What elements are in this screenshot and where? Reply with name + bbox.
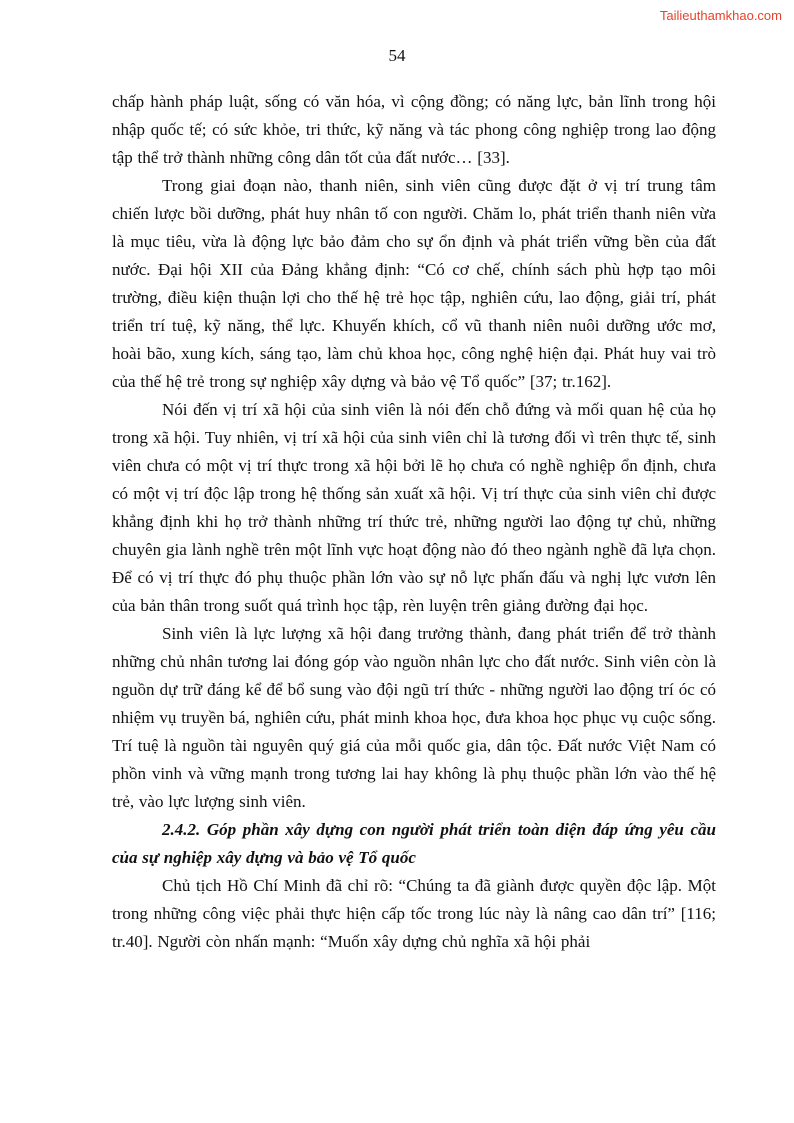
paragraph: Chủ tịch Hồ Chí Minh đã chỉ rõ: “Chúng ta đã giành được quyền độc lập. Một trong những công việc phải thực hiện cấp tốc trong lúc này là nâng cao dân trí” [116; tr.40]. Người còn nhấn mạnh: “Muốn xây dựng chủ nghĩa xã hội phải [112, 876, 716, 951]
paragraph: Nói đến vị trí xã hội của sinh viên là nói đến chỗ đứng và mối quan hệ của họ trong xã hội. Tuy nhiên, vị trí xã hội của sinh viên chỉ là tương đối vì trên thực tế, sinh viên chưa có một vị trí thực trong xã hội bởi lẽ họ chưa có nghề nghiệp ổn định, chưa có một vị trí độc lập trong hệ thống sản xuất xã hội. Vị trí thực của sinh viên chỉ được khẳng định khi họ trở thành những trí thức trẻ, những người lao động tự chủ, những chuyên gia lành nghề trên một lĩnh vực hoạt động nào đó theo ngành nghề đã lựa chọn. Để có vị trí thực đó phụ thuộc phần lớn vào sự nỗ lực phấn đấu và nghị lực vươn lên của bản thân trong suốt quá trình học tập, rèn luyện trên giảng đường đại học. [112, 400, 716, 615]
paragraph: Trong giai đoạn nào, thanh niên, sinh viên cũng được đặt ở vị trí trung tâm chiến lược bồi dưỡng, phát huy nhân tố con người. Chăm lo, phát triển thanh niên vừa là mục tiêu, vừa là động lực bảo đảm cho sự ổn định và phát triển vững bền của đất nước. Đại hội XII của Đảng khẳng định: “Có cơ chế, chính sách phù hợp tạo môi trường, điều kiện thuận lợi cho thế hệ trẻ học tập, nghiên cứu, lao động, giải trí, phát triển trí tuệ, kỹ năng, thể lực. Khuyến khích, cổ vũ thanh niên nuôi dưỡng ước mơ, hoài bão, xung kích, sáng tạo, làm chủ khoa học, công nghệ hiện đại. Phát huy vai trò của thế hệ trẻ trong sự nghiệp xây dựng và bảo vệ Tổ quốc” [37; tr.162]. [112, 176, 716, 391]
page-number: 54 [388, 46, 406, 65]
document-body [112, 88, 716, 956]
paragraph-continuation: chấp hành pháp luật, sống có văn hóa, vì cộng đồng; có năng lực, bản lĩnh trong hội nhập quốc tế; có sức khỏe, tri thức, kỹ năng và tác phong công nghiệp trong lao động tập thể trở thành những công dân tốt của đất nước… [33]. [112, 92, 716, 167]
watermark-text: Tailieuthamkhao.com [659, 8, 782, 23]
section-heading: 2.4.2. Góp phần xây dựng con người phát triển toàn diện đáp ứng yêu cầu của sự nghiệp xây dựng và bảo vệ Tổ quốc [112, 820, 716, 867]
paragraph: Sinh viên là lực lượng xã hội đang trưởng thành, đang phát triển để trở thành những chủ nhân tương lai đóng góp vào nguồn nhân lực cho đất nước. Sinh viên còn là nguồn dự trữ đáng kể để bổ sung vào đội ngũ trí thức - những người lao động trí óc có nhiệm vụ truyền bá, nghiên cứu, phát minh khoa học, đưa khoa học phục vụ cuộc sống. Trí tuệ là nguồn tài nguyên quý giá của mỗi quốc gia, dân tộc. Đất nước Việt Nam có phồn vinh và vững mạnh trong tương lai hay không là phụ thuộc phần lớn vào thế hệ trẻ, vào lực lượng sinh viên. [112, 624, 716, 811]
